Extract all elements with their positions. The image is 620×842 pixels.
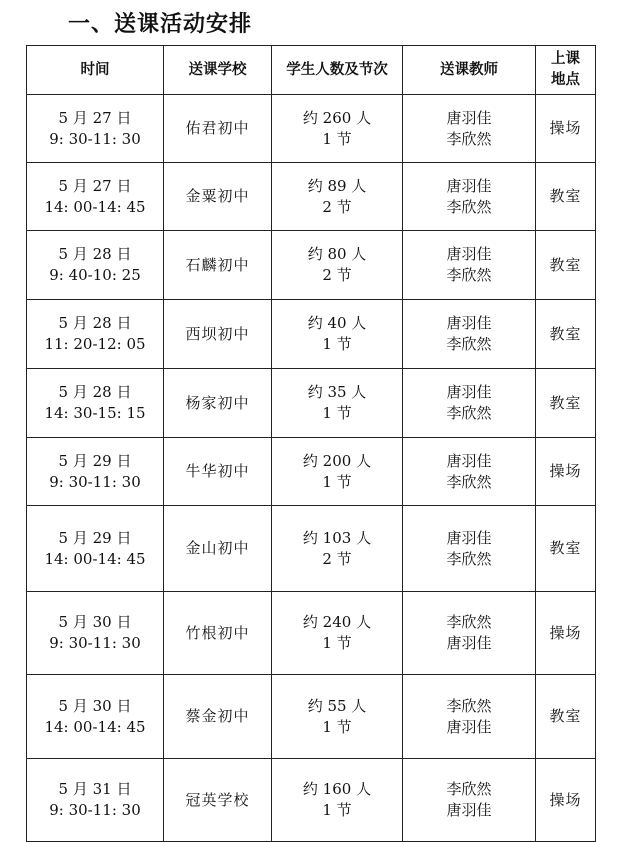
time-range-text: 14: 00-14: 45: [44, 197, 146, 216]
place-cell: 操场: [536, 592, 596, 675]
student-count-text: 约 40 人: [307, 314, 367, 332]
schedule-table: [26, 45, 596, 842]
students-cell: [272, 163, 403, 231]
table-row: [27, 759, 596, 842]
time-cell: [27, 675, 164, 759]
teacher-cell: [403, 300, 536, 369]
time-range-text: 14: 30-15: 15: [44, 404, 146, 422]
period-count-text: 2 节: [322, 197, 352, 216]
teacher-name: 李欣然: [446, 266, 492, 284]
place-cell: 操场: [536, 438, 596, 506]
teacher-name: 李欣然: [446, 549, 492, 568]
students-cell: [272, 592, 403, 675]
student-count-text: 约 35 人: [307, 383, 367, 401]
time-cell: [27, 759, 164, 842]
teacher-name: 唐羽佳: [446, 314, 492, 332]
teacher-name: 唐羽佳: [446, 108, 492, 127]
place-cell: 教室: [536, 506, 596, 592]
school-cell: 金山初中: [164, 506, 272, 592]
student-count-text: 约 55 人: [307, 696, 367, 715]
date-text: 5 月 29 日: [58, 528, 132, 547]
table-row: [27, 369, 596, 438]
teacher-name: 唐羽佳: [446, 634, 492, 652]
students-cell: [272, 95, 403, 163]
header-teacher: 送课教师: [403, 46, 536, 95]
time-cell: [27, 95, 164, 163]
place-cell: 教室: [536, 231, 596, 300]
students-cell: [272, 506, 403, 592]
date-text: 5 月 28 日: [58, 314, 132, 332]
header-place-line1: 上课: [551, 51, 580, 67]
table-row: [27, 163, 596, 231]
place-cell: 教室: [536, 369, 596, 438]
header-time: 时间: [27, 46, 164, 95]
date-text: 5 月 27 日: [58, 176, 132, 195]
student-count-text: 约 240 人: [302, 613, 372, 631]
header-row: [27, 46, 596, 95]
section-heading: 一、送课活动安排: [68, 12, 253, 37]
header-place-line2: 地点: [551, 72, 580, 88]
place-cell: 操场: [536, 759, 596, 842]
students-cell: [272, 300, 403, 369]
school-cell: 西坝初中: [164, 300, 272, 369]
header-students: 学生人数及节次: [272, 46, 403, 95]
period-count-text: 1 节: [322, 129, 352, 148]
table-row: [27, 675, 596, 759]
school-cell: 蔡金初中: [164, 675, 272, 759]
place-cell: 操场: [536, 95, 596, 163]
teacher-name: 唐羽佳: [446, 717, 492, 736]
time-cell: [27, 438, 164, 506]
school-cell: 冠英学校: [164, 759, 272, 842]
student-count-text: 约 160 人: [302, 780, 372, 798]
teacher-name: 李欣然: [446, 335, 492, 353]
period-count-text: 1 节: [322, 634, 352, 652]
students-cell: [272, 369, 403, 438]
student-count-text: 约 260 人: [302, 108, 372, 127]
teacher-name: 李欣然: [446, 129, 492, 148]
teacher-name: 唐羽佳: [446, 451, 492, 470]
time-cell: [27, 163, 164, 231]
teacher-cell: [403, 163, 536, 231]
teacher-name: 唐羽佳: [446, 383, 492, 401]
place-cell: 教室: [536, 675, 596, 759]
teacher-name: 唐羽佳: [446, 176, 492, 195]
period-count-text: 1 节: [322, 404, 352, 422]
teacher-name: 李欣然: [446, 404, 492, 422]
teacher-cell: [403, 675, 536, 759]
time-cell: [27, 506, 164, 592]
school-cell: 竹根初中: [164, 592, 272, 675]
teacher-name: 李欣然: [446, 613, 492, 631]
teacher-cell: [403, 592, 536, 675]
students-cell: [272, 675, 403, 759]
teacher-cell: [403, 759, 536, 842]
student-count-text: 约 200 人: [302, 451, 372, 470]
students-cell: [272, 438, 403, 506]
table-row: [27, 438, 596, 506]
teacher-cell: [403, 95, 536, 163]
table-row: [27, 592, 596, 675]
table-row: [27, 231, 596, 300]
time-cell: [27, 369, 164, 438]
teacher-cell: [403, 506, 536, 592]
date-text: 5 月 29 日: [58, 451, 132, 470]
time-range-text: 9: 30-11: 30: [49, 634, 141, 652]
teacher-name: 唐羽佳: [446, 801, 492, 819]
teacher-name: 唐羽佳: [446, 245, 492, 263]
date-text: 5 月 30 日: [58, 696, 132, 715]
place-cell: 教室: [536, 163, 596, 231]
time-range-text: 11: 20-12: 05: [44, 335, 146, 353]
student-count-text: 约 80 人: [307, 245, 367, 263]
time-range-text: 9: 40-10: 25: [49, 266, 141, 284]
school-cell: 石麟初中: [164, 231, 272, 300]
teacher-name: 唐羽佳: [446, 528, 492, 547]
table-row: [27, 95, 596, 163]
period-count-text: 2 节: [322, 266, 352, 284]
teacher-name: 李欣然: [446, 197, 492, 216]
time-range-text: 9: 30-11: 30: [49, 129, 141, 148]
student-count-text: 约 103 人: [302, 528, 372, 547]
students-cell: [272, 231, 403, 300]
school-cell: 杨家初中: [164, 369, 272, 438]
place-cell: 教室: [536, 300, 596, 369]
time-range-text: 9: 30-11: 30: [49, 801, 141, 819]
period-count-text: 1 节: [322, 335, 352, 353]
school-cell: 佑君初中: [164, 95, 272, 163]
date-text: 5 月 28 日: [58, 383, 132, 401]
time-range-text: 9: 30-11: 30: [49, 472, 141, 491]
teacher-name: 李欣然: [446, 780, 492, 798]
date-text: 5 月 31 日: [58, 780, 132, 798]
header-place: [536, 46, 596, 95]
time-range-text: 14: 00-14: 45: [44, 717, 146, 736]
students-cell: [272, 759, 403, 842]
teacher-cell: [403, 369, 536, 438]
time-range-text: 14: 00-14: 45: [44, 549, 146, 568]
time-cell: [27, 592, 164, 675]
date-text: 5 月 28 日: [58, 245, 132, 263]
table-row: [27, 300, 596, 369]
school-cell: 牛华初中: [164, 438, 272, 506]
period-count-text: 1 节: [322, 472, 352, 491]
time-cell: [27, 300, 164, 369]
school-cell: 金粟初中: [164, 163, 272, 231]
student-count-text: 约 89 人: [307, 176, 367, 195]
header-school: 送课学校: [164, 46, 272, 95]
date-text: 5 月 30 日: [58, 613, 132, 631]
period-count-text: 2 节: [322, 549, 352, 568]
teacher-name: 李欣然: [446, 472, 492, 491]
time-cell: [27, 231, 164, 300]
period-count-text: 1 节: [322, 801, 352, 819]
period-count-text: 1 节: [322, 717, 352, 736]
teacher-name: 李欣然: [446, 696, 492, 715]
teacher-cell: [403, 231, 536, 300]
date-text: 5 月 27 日: [58, 108, 132, 127]
table-row: [27, 506, 596, 592]
teacher-cell: [403, 438, 536, 506]
